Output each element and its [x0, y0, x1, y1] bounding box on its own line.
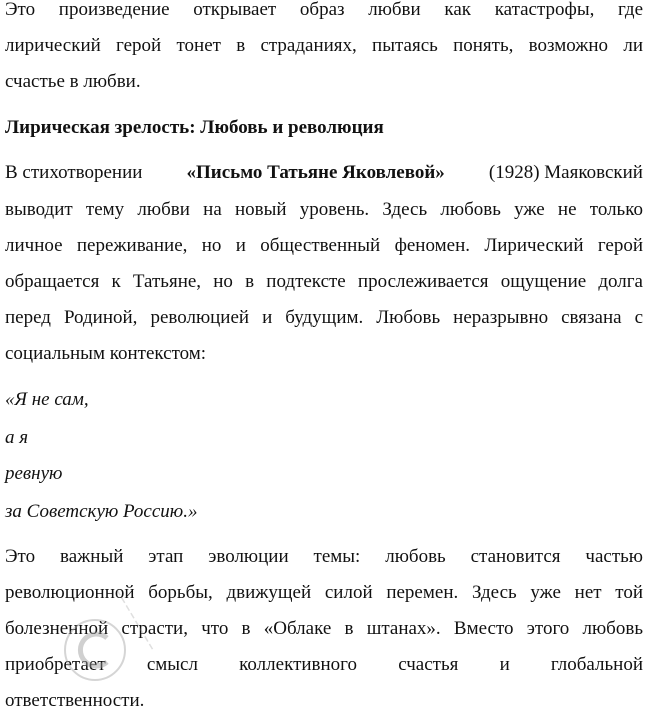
paragraph-line: ответственности.	[5, 690, 145, 711]
paragraph-line: выводит тему любви на новый уровень. Здесь любовь уже не только	[5, 199, 643, 220]
quote-line: ревную	[5, 463, 63, 484]
quote-line: «Я не сам,	[5, 389, 89, 410]
quote-line: а я	[5, 427, 29, 448]
text: (1928) Маяковский	[488, 162, 643, 183]
paragraph-line: Это произведение открывает образ любви как катастрофы, где	[5, 0, 643, 20]
poem-title: «Письмо Татьяне Яковлевой»	[186, 162, 445, 183]
paragraph-line: приобретает смысл коллективного счастья и глобальной	[5, 654, 643, 675]
paragraph-line: Это важный этап эволюции темы: любовь становится частью	[5, 546, 643, 567]
paragraph-line: счастье в любви.	[5, 71, 141, 92]
paragraph-line: революционной борьбы, движущей силой перемен. Здесь уже нет той	[5, 582, 643, 603]
paragraph-line: лирический герой тонет в страданиях, пытаясь понять, возможно ли	[5, 35, 643, 56]
text: В стихотворении	[5, 162, 143, 183]
paragraph-line	[5, 161, 643, 185]
paragraph-line: болезненной страсти, что в «Облаке в штанах». Вместо этого любовь	[5, 618, 643, 639]
paragraph-line: личное переживание, но и общественный феномен. Лирический герой	[5, 235, 643, 256]
quote-line: за Советскую Россию.»	[5, 501, 198, 522]
paragraph-line: перед Родиной, революцией и будущим. Любовь неразрывно связана с	[5, 307, 643, 328]
section-heading: Лирическая зрелость: Любовь и революция	[5, 117, 384, 138]
paragraph-line: обращается к Татьяне, но в подтексте прослеживается ощущение долга	[5, 271, 643, 292]
paragraph-line: социальным контекстом:	[5, 343, 207, 364]
